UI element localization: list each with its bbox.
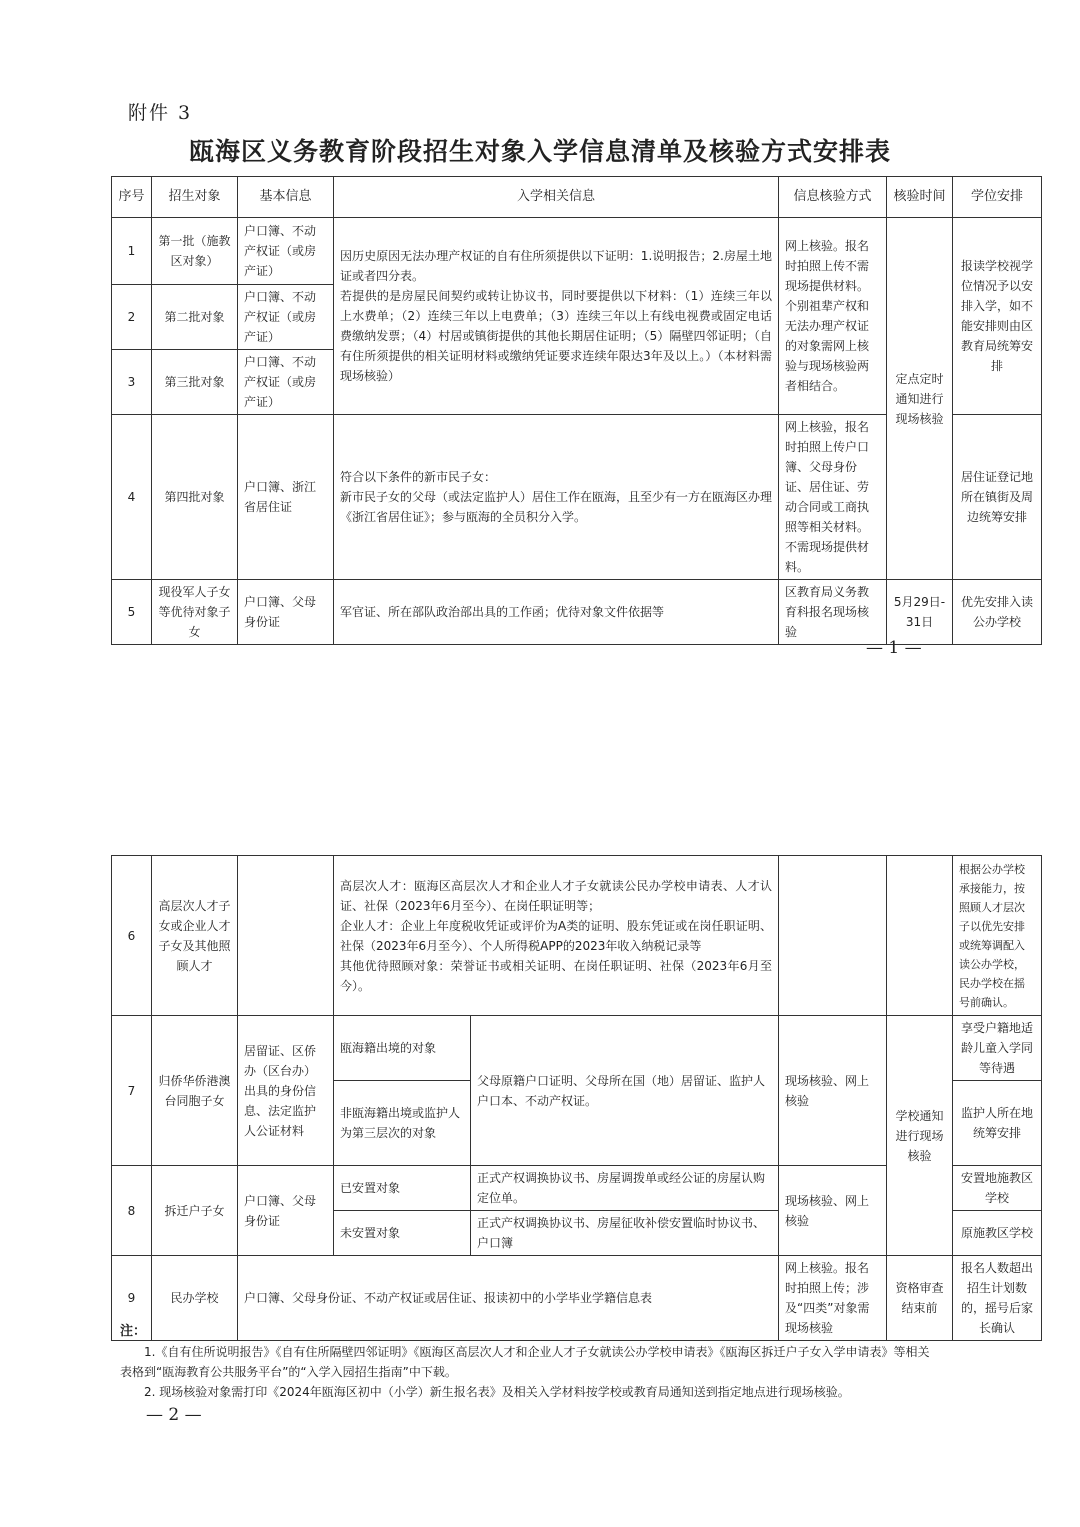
row-place: 居住证登记地所在镇街及周边统筹安排: [953, 415, 1042, 580]
row-target: 现役军人子女等优待对象子女: [152, 580, 238, 645]
row-related: 符合以下条件的新市民子女： 新市民子女的父母（或法定监护人）居住工作在瓯海，且至少有一方在瓯海区办理《浙江省居住证》；参与瓯海的全员积分入学。: [334, 415, 779, 580]
row-target: 第三批对象: [152, 350, 238, 415]
row-target: 拆迁户子女: [152, 1166, 238, 1256]
note-2: 2. 现场核验对象需打印《2024年瓯海区初中（小学）新生报名表》及相关入学材料按学校或教育局通知送到指定地点进行现场核验。: [144, 1385, 850, 1399]
row-basic: 户口簿、不动产权证（或房产证）: [238, 285, 334, 350]
row-target: 民办学校: [152, 1256, 238, 1341]
row-time: [887, 856, 953, 1016]
row-basic: 户口簿、浙江省居住证: [238, 415, 334, 580]
row-no: 7: [112, 1016, 152, 1166]
table-row: [112, 580, 1042, 645]
row-place: 报名人数超出招生计划数的，摇号后家长确认: [953, 1256, 1042, 1341]
header-related: 入学相关信息: [334, 177, 779, 218]
table-row: [112, 856, 1042, 1016]
row-method: 网上核验。报名时拍照上传不需现场提供材料。个别祖辈产权和无法办理产权证的对象需网上核验与现场核验两者相结合。: [779, 218, 887, 415]
row-basic: [238, 856, 334, 1016]
row-time: 学校通知进行现场核验: [887, 1016, 953, 1256]
row-related: 正式产权调换协议书、房屋征收补偿安置临时协议书、户口簿: [471, 1211, 779, 1256]
row-basic: 居留证、区侨办（区台办）出具的身份信息、法定监护人公证材料: [238, 1016, 334, 1166]
header-time: 核验时间: [887, 177, 953, 218]
row-related: 因历史原因无法办理产权证的自有住所须提供以下证明：1.说明报告；2.房屋土地证或者四分表。 若提供的是房屋民间契约或转让协议书，同时要提供以下材料：（1）连续三年以上水费单；（2）连续三年以上电费单；（3）连续三年以上有线电视费或固定电话费缴纳发票；（4）村居或镇街提供的其他长期居住证明；（5）隔壁四邻证明；（自有住所须提供的相关证明材料或缴纳凭证要求连续年限达3年及以上。）（本材料需现场核验）: [334, 218, 779, 415]
row-method: 区教育局义务教育科报名现场核验: [779, 580, 887, 645]
row-no: 2: [112, 285, 152, 350]
row-no: 6: [112, 856, 152, 1016]
row-basic: 户口簿、不动产权证（或房产证）: [238, 350, 334, 415]
header-no: 序号: [112, 177, 152, 218]
row-time: 资格审查结束前: [887, 1256, 953, 1341]
row-place: 优先安排入读公办学校: [953, 580, 1042, 645]
row-no: 9: [112, 1256, 152, 1341]
header-target: 招生对象: [152, 177, 238, 218]
row-target: 第一批（施教区对象）: [152, 218, 238, 285]
row-subgroup: 已安置对象: [334, 1166, 471, 1211]
row-method: 现场核验、网上核验: [779, 1166, 887, 1256]
header-place: 学位安排: [953, 177, 1042, 218]
notes-section: [120, 1322, 940, 1402]
row-place: 享受户籍地适龄儿童入学同等待遇: [953, 1016, 1042, 1081]
page-title: 瓯海区义务教育阶段招生对象入学信息清单及核验方式安排表: [188, 137, 891, 166]
row-basic: 户口簿、不动产权证（或房产证）: [238, 218, 334, 285]
header-basic: 基本信息: [238, 177, 334, 218]
note-1: 1.《自有住所说明报告》《自有住所隔壁四邻证明》《瓯海区高层次人才和企业人才子女就读公办学校申请表》《瓯海区拆迁户子女入学申请表》等相关表格到“瓯海教育公共服务平台”的“入学入园招生指南”中下载。: [120, 1345, 930, 1379]
row-method: 网上核验，报名时拍照上传户口簿、父母身份证、居住证、劳动合同或工商执照等相关材料。不需现场提供材料。: [779, 415, 887, 580]
row-basic: 户口簿、父母身份证: [238, 1166, 334, 1256]
row-place: 报读学校视学位情况予以安排入学，如不能安排则由区教育局统筹安排: [953, 218, 1042, 415]
row-target: 高层次人才子女或企业人才子女及其他照顾人才: [152, 856, 238, 1016]
row-related: 军官证、所在部队政治部出具的工作函；优待对象文件依据等: [334, 580, 779, 645]
admission-table-part1: [111, 176, 1042, 645]
row-subgroup: 瓯海籍出境的对象: [334, 1016, 471, 1081]
row-no: 5: [112, 580, 152, 645]
row-time: 定点定时通知进行现场核验: [887, 218, 953, 580]
row-target: 第四批对象: [152, 415, 238, 580]
page-number-1: — 1 —: [866, 638, 922, 658]
row-place: 安置地施教区学校: [953, 1166, 1042, 1211]
row-place: 原施教区学校: [953, 1211, 1042, 1256]
row-basic: 户口簿、父母身份证: [238, 580, 334, 645]
header-method: 信息核验方式: [779, 177, 887, 218]
notes-heading: 注：: [120, 1324, 147, 1339]
row-no: 4: [112, 415, 152, 580]
row-method: [779, 856, 887, 1016]
row-place: 根据公办学校承接能力，按照顾人才层次子以优先安排或统筹调配入读公办学校，民办学校在摇号前确认。: [953, 856, 1042, 1016]
row-no: 1: [112, 218, 152, 285]
table-row: [112, 218, 1042, 285]
row-time: 5月29日-31日: [887, 580, 953, 645]
row-subgroup: 非瓯海籍出境或监护人为第三层次的对象: [334, 1081, 471, 1166]
attachment-label: 附件 3: [128, 102, 193, 124]
row-basic: 户口簿、父母身份证、不动产权证或居住证、报读初中的小学毕业学籍信息表: [238, 1256, 779, 1341]
row-target: 第二批对象: [152, 285, 238, 350]
row-subgroup: 未安置对象: [334, 1211, 471, 1256]
row-related: 正式产权调换协议书、房屋调拨单或经公证的房屋认购定位单。: [471, 1166, 779, 1211]
table-header-row: [112, 177, 1042, 218]
row-method: 网上核验。报名时拍照上传；涉及“四类”对象需现场核验: [779, 1256, 887, 1341]
row-place: 监护人所在地统筹安排: [953, 1081, 1042, 1166]
admission-table-part2: [111, 855, 1042, 1341]
row-method: 现场核验、网上核验: [779, 1016, 887, 1166]
row-target: 归侨华侨港澳台同胞子女: [152, 1016, 238, 1166]
page-number-2: — 2 —: [146, 1405, 202, 1425]
table-row: [112, 1016, 1042, 1081]
row-no: 8: [112, 1166, 152, 1256]
row-related: 高层次人才：瓯海区高层次人才和企业人才子女就读公民办学校申请表、人才认证、社保（2023年6月至今）、在岗任职证明等； 企业人才：企业上年度税收凭证或评价为A类的证明、股东凭证或在岗任职证明、社保（2023年6月至今）、个人所得税APP的2023年收入纳税记录等 其他优待照顾对象：荣誉证书或相关证明、在岗任职证明、社保（2023年6月至今）。: [334, 856, 779, 1016]
row-no: 3: [112, 350, 152, 415]
row-related: 父母原籍户口证明、父母所在国（地）居留证、监护人户口本、不动产权证。: [471, 1016, 779, 1166]
